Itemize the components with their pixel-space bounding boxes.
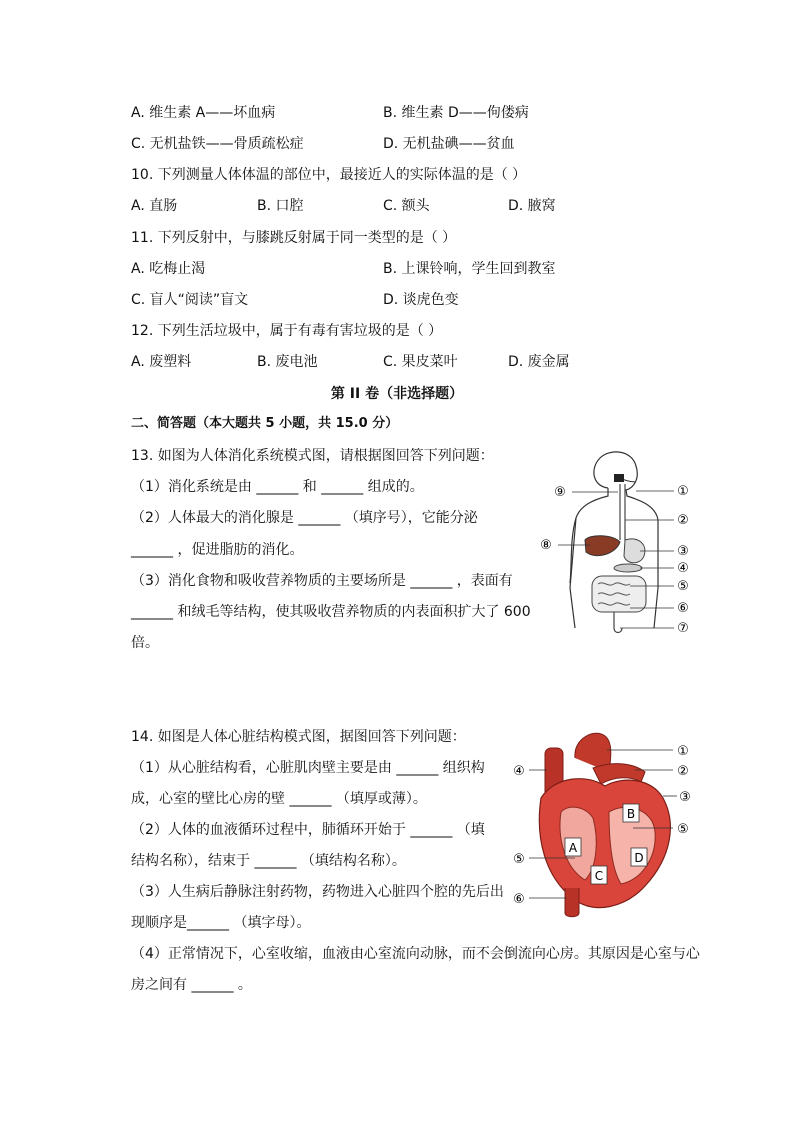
- digestive-label-4: ④: [677, 561, 689, 576]
- q14-stem: 14. 如图是人体心脏结构模式图，据图回答下列问题：: [131, 729, 466, 745]
- q14-line-1: （1）从心脏结构看，心脏肌肉壁主要是由 ______ 组织构: [131, 760, 485, 776]
- q9-option-b: B. 维生素 D——佝偻病: [383, 105, 529, 121]
- q9-option-d: D. 无机盐碘——贫血: [383, 136, 515, 152]
- q12-option-b: B. 废电池: [257, 354, 318, 370]
- digestive-label-8: ⑧: [540, 538, 552, 553]
- heart-label-6: ⑥: [513, 892, 525, 907]
- q10-option-a: A. 直肠: [131, 198, 178, 214]
- heart-chamber-a: A: [568, 841, 578, 855]
- q13-stem: 13. 如图为人体消化系统模式图，请根据图回答下列问题：: [131, 448, 494, 464]
- q14-line-2: 成，心室的壁比心房的壁 ______ （填厚或薄）。: [131, 791, 427, 807]
- q12-option-a: A. 废塑料: [131, 354, 192, 370]
- q11-option-b: B. 上课铃响，学生回到教室: [383, 261, 556, 277]
- heart-chamber-d: D: [634, 851, 644, 865]
- q10-option-c: C. 额头: [383, 198, 430, 214]
- q12-option-c: C. 果皮菜叶: [383, 354, 458, 370]
- digestive-label-7: ⑦: [677, 621, 689, 636]
- digestive-label-1: ①: [677, 484, 689, 499]
- digestive-system-figure: [530, 448, 700, 638]
- q13-line-5: ______ 和绒毛等结构，使其吸收营养物质的内表面积扩大了 600: [131, 604, 531, 620]
- q13-line-1: （1）消化系统是由 ______ 和 ______ 组成的。: [131, 479, 424, 495]
- q12-option-d: D. 废金属: [508, 354, 570, 370]
- heart-label-5-right: ⑤: [677, 822, 689, 837]
- digestive-label-2: ②: [677, 513, 689, 528]
- q14-line-7: （4）正常情况下，心室收缩，血液由心室流向动脉，而不会倒流向心房。其原因是心室与心: [131, 946, 700, 962]
- q14-line-4: 结构名称），结束于 ______ （填结构名称）。: [131, 853, 406, 869]
- heart-label-3: ③: [679, 790, 691, 805]
- q13-line-6: 倍。: [131, 635, 159, 651]
- q11-option-d: D. 谈虎色变: [383, 292, 459, 308]
- q9-option-a: A. 维生素 A——坏血病: [131, 105, 276, 121]
- q10-stem: 10. 下列测量人体体温的部位中，最接近人的实际体温的是（ ）: [131, 167, 527, 183]
- q13-line-4: （3）消化食物和吸收营养物质的主要场所是 ______ ，表面有: [131, 573, 513, 589]
- q14-line-5: （3）人生病后静脉注射药物，药物进入心脏四个腔的先后出: [131, 884, 504, 900]
- q10-option-d: D. 腋窝: [508, 198, 556, 214]
- digestive-label-9: ⑨: [554, 485, 566, 500]
- q11-option-c: C. 盲人“阅读”盲文: [131, 292, 249, 308]
- digestive-label-6: ⑥: [677, 601, 689, 616]
- q14-line-6: 现顺序是______ （填字母）。: [131, 915, 311, 931]
- digestive-label-3: ③: [677, 544, 689, 559]
- heart-chamber-c: C: [594, 869, 604, 883]
- q9-option-c: C. 无机盐铁——骨质疏松症: [131, 136, 304, 152]
- q10-option-b: B. 口腔: [257, 198, 304, 214]
- heart-label-1: ①: [677, 744, 689, 759]
- digestive-label-5: ⑤: [677, 579, 689, 594]
- heart-chamber-b: B: [626, 807, 636, 821]
- q13-line-2: （2）人体最大的消化腺是 ______ （填序号），它能分泌: [131, 510, 478, 526]
- q13-line-3: ______ ，促进脂肪的消化。: [131, 542, 304, 558]
- heart-label-5-left: ⑤: [513, 852, 525, 867]
- section-title: 第 II 卷（非选择题）: [330, 386, 464, 402]
- q14-line-3: （2）人体的血液循环过程中，肺循环开始于 ______ （填: [131, 822, 485, 838]
- section-heading: 二、简答题（本大题共 5 小题，共 15.0 分）: [131, 416, 399, 431]
- q14-line-8: 房之间有 ______ 。: [131, 977, 252, 993]
- heart-figure: [505, 728, 700, 918]
- q12-stem: 12. 下列生活垃圾中，属于有毒有害垃圾的是（ ）: [131, 323, 443, 339]
- q11-option-a: A. 吃梅止渴: [131, 261, 206, 277]
- heart-label-2: ②: [677, 764, 689, 779]
- heart-label-4: ④: [513, 764, 525, 779]
- q11-stem: 11. 下列反射中，与膝跳反射属于同一类型的是（ ）: [131, 230, 457, 246]
